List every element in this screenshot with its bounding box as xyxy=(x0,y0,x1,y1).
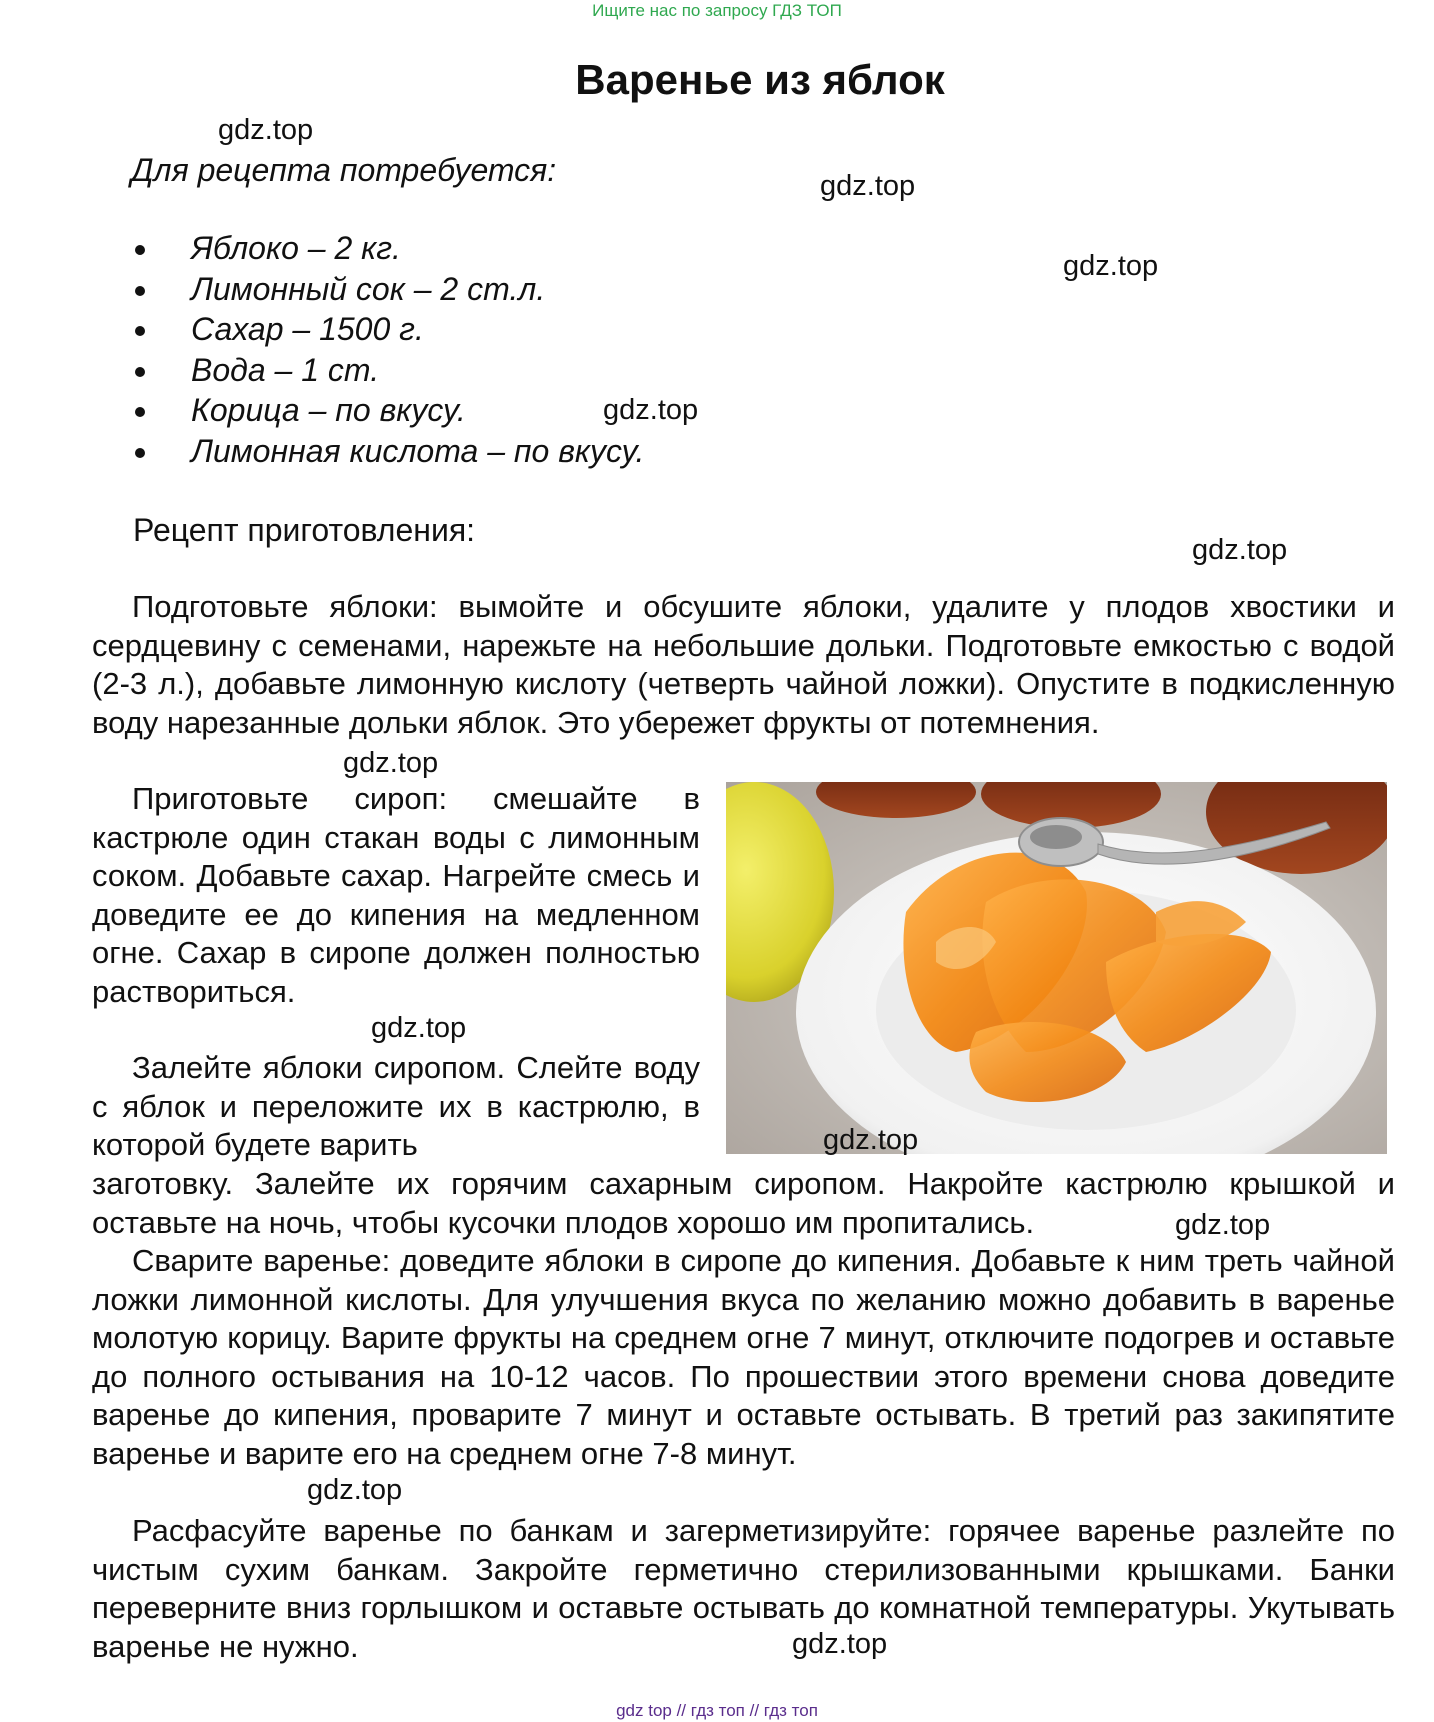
top-banner: Ищите нас по запросу ГДЗ ТОП xyxy=(592,1,842,20)
jam-photo xyxy=(726,782,1387,1154)
watermark: gdz.top xyxy=(218,114,314,146)
list-item: Корица – по вкусу. xyxy=(131,390,644,431)
watermark: gdz.top xyxy=(307,1474,403,1506)
list-item: Яблоко – 2 кг. xyxy=(131,228,644,269)
paragraph-pack-jam: Расфасуйте варенье по банкам и загерметизируйте: горячее варенье разлейте по чистым сухим банкам. Закройте герметично стерилизованными крышками. Банки переверните вниз горлышком и оставьте остывать до комнатной температуры. Укутывать варенье не нужно. xyxy=(92,1513,1395,1664)
bottom-footer: gdz top // гдз топ // гдз топ xyxy=(616,1701,818,1720)
paragraph-pour-syrup-continued: заготовку. Залейте их горячим сахарным сиропом. Накройте кастрюлю крышкой и оставьте на ночь, чтобы кусочки плодов хорошо им пропитались. xyxy=(92,1166,1395,1240)
watermark: gdz.top xyxy=(823,1124,919,1156)
list-item: Вода – 1 ст. xyxy=(131,350,644,391)
paragraph-prepare-apples: Подготовьте яблоки: вымойте и обсушите яблоки, удалите у плодов хвостики и сердцевину с семенами, нарежьте на небольшие дольки. Подготовьте емкостью с водой (2-3 л.), добавьте лимонную кислоту (четверть чайной ложки). Опустите в подкисленную воду нарезанные дольки яблок. Это убережет фрукты от потемнения. xyxy=(92,589,1395,740)
page-title: Варенье из яблок xyxy=(575,56,945,103)
list-item: Лимонный сок – 2 ст.л. xyxy=(131,269,644,310)
paragraph-syrup: Приготовьте сироп: смешайте в кастрюле один стакан воды с лимонным соком. Добавьте сахар. Нагрейте смесь и доведите ее до кипения на медленном огне. Сахар в сиропе должен полностью раствориться. xyxy=(92,781,700,1009)
watermark: gdz.top xyxy=(371,1012,467,1044)
list-item: Сахар – 1500 г. xyxy=(131,309,644,350)
paragraph-pour-syrup: Залейте яблоки сиропом. Слейте воду с яблок и переложите их в кастрюлю, в которой будете варить xyxy=(92,1050,700,1162)
watermark: gdz.top xyxy=(1063,250,1159,282)
watermark: gdz.top xyxy=(603,394,699,426)
watermark: gdz.top xyxy=(792,1628,888,1660)
watermark: gdz.top xyxy=(1192,534,1288,566)
ingredients-list xyxy=(131,228,644,471)
paragraph-cook-jam: Сварите варенье: доведите яблоки в сиропе до кипения. Добавьте к ним треть чайной ложки лимонной кислоты. Для улучшения вкуса по желанию можно добавить в варенье молотую корицу. Варите фрукты на среднем огне 7 минут, отключите подогрев и оставьте до полного остывания на 10-12 часов. По прошествии этого времени снова доведите варенье до кипения, проварите 7 минут и оставьте остывать. В третий раз закипятите варенье и варите его на среднем огне 7-8 минут. xyxy=(92,1243,1395,1471)
list-item: Лимонная кислота – по вкусу. xyxy=(131,431,644,472)
watermark: gdz.top xyxy=(343,747,439,779)
recipe-heading: Рецепт приготовления: xyxy=(133,512,476,548)
ingredients-heading: Для рецепта потребуется: xyxy=(131,152,557,188)
watermark: gdz.top xyxy=(1175,1209,1271,1241)
watermark: gdz.top xyxy=(820,170,916,202)
